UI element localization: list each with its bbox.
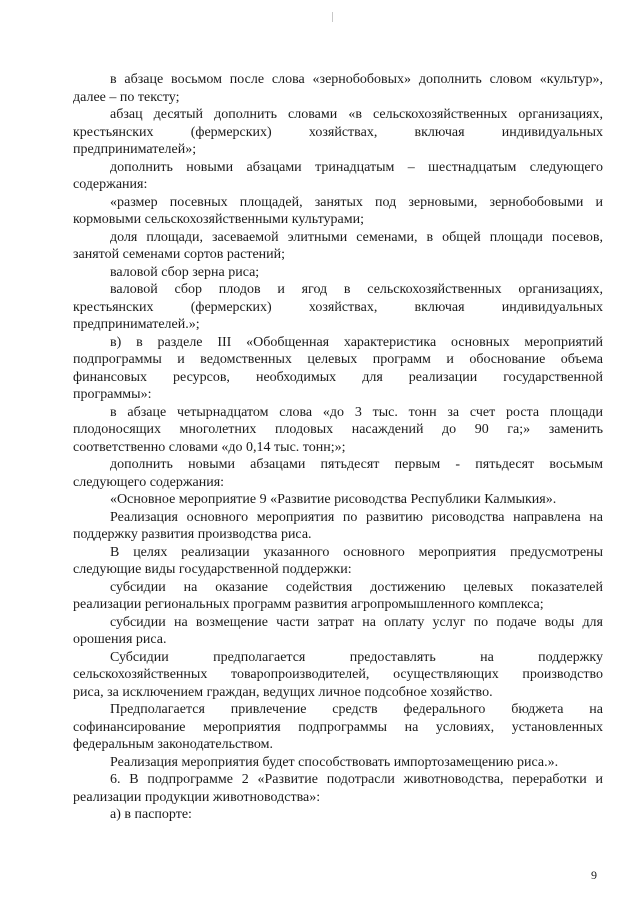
text-line: плодоносящих многолетних плодовых насаждений до 90 га;» заменить: [73, 422, 603, 437]
text-line: валовой сбор плодов и ягод в сельскохозяйственных организациях,: [110, 282, 603, 297]
body-text: [73, 71, 603, 824]
text-line: следующего содержания:: [73, 474, 225, 490]
text-line: сельскохозяйственных товаропроизводителей, осуществляющих производство: [73, 667, 603, 682]
text-line: кормовыми сельскохозяйственными культурами;: [73, 212, 364, 227]
text-line: федеральным законодательством.: [73, 737, 273, 752]
text-line: в абзаце четырнадцатом слова «до 3 тыс. тонн за счет роста площади: [110, 404, 603, 420]
text-line: реализации продукции животноводства»:: [73, 789, 321, 805]
text-line: Предполагается привлечение средств федерального бюджета на: [110, 702, 603, 717]
text-line: Субсидии предполагается предоставлять на поддержку: [110, 649, 603, 665]
text-line: Реализация основного мероприятия по развитию рисоводства направлена на: [110, 509, 603, 525]
text-line: абзац десятый дополнить словами «в сельскохозяйственных организациях,: [110, 107, 603, 122]
text-line: 6. В подпрограмме 2 «Развитие подотрасли животноводства, переработки и: [110, 772, 603, 787]
text-line: дополнить новыми абзацами пятьдесят первым - пятьдесят восьмым: [110, 457, 603, 472]
text-line: а) в паспорте:: [110, 807, 192, 822]
text-line: «размер посевных площадей, занятых под зерновыми, зернобобовыми и: [110, 194, 603, 210]
text-line: дополнить новыми абзацами тринадцатым – шестнадцатым следующего: [110, 159, 603, 175]
text-line: софинансирование мероприятия подпрограммы на условиях, установленных: [73, 719, 603, 735]
text-line: программы»:: [73, 387, 152, 402]
text-line: подпрограммы и ведомственных целевых программ и обоснование объема: [73, 352, 603, 367]
page-number: 9: [591, 868, 597, 882]
text-line: занятой семенами сортов растений;: [73, 247, 286, 262]
text-line: финансовых ресурсов, необходимых для реализации государственной: [73, 369, 603, 385]
text-line: поддержку развития производства риса.: [73, 527, 312, 542]
text-line: «Основное мероприятие 9 «Развитие рисоводства Республики Калмыкия».: [110, 492, 557, 507]
text-line: содержания:: [73, 177, 148, 192]
text-line: доля площади, засеваемой элитными семенами, в общей площади посевов,: [110, 229, 603, 245]
text-line: реализации региональных программ развития агропромышленного комплекса;: [73, 597, 544, 612]
top-center-mark: [332, 12, 333, 22]
text-line: предпринимателей»;: [73, 142, 197, 157]
text-line: в абзаце восьмом после слова «зернобобовых» дополнить словом «культур»,: [110, 72, 603, 87]
text-line: крестьянских (фермерских) хозяйствах, включая индивидуальных: [73, 124, 603, 140]
text-line: в) в разделе III «Обобщенная характеристика основных мероприятий: [110, 334, 603, 350]
text-line: крестьянских (фермерских) хозяйствах, включая индивидуальных: [73, 299, 603, 315]
text-line: субсидии на оказание содействия достижению целевых показателей: [110, 579, 603, 595]
text-line: следующие виды государственной поддержки:: [73, 562, 352, 577]
text-line: В целях реализации указанного основного мероприятия предусмотрены: [110, 544, 603, 560]
text-line: Реализация мероприятия будет способствовать импортозамещению риса.».: [110, 754, 559, 770]
text-line: риса, за исключением граждан, ведущих личное подсобное хозяйство.: [73, 684, 493, 700]
text-line: предпринимателей.»;: [73, 317, 200, 332]
text-line: соответственно словами «до 0,14 тыс. тонн;»;: [73, 439, 346, 455]
text-line: субсидии на возмещение части затрат на оплату услуг по подаче воды для: [110, 614, 603, 630]
text-line: орошения риса.: [73, 632, 167, 647]
text-line: валовой сбор зерна риса;: [110, 264, 260, 280]
text-line: далее – по тексту;: [73, 89, 180, 105]
